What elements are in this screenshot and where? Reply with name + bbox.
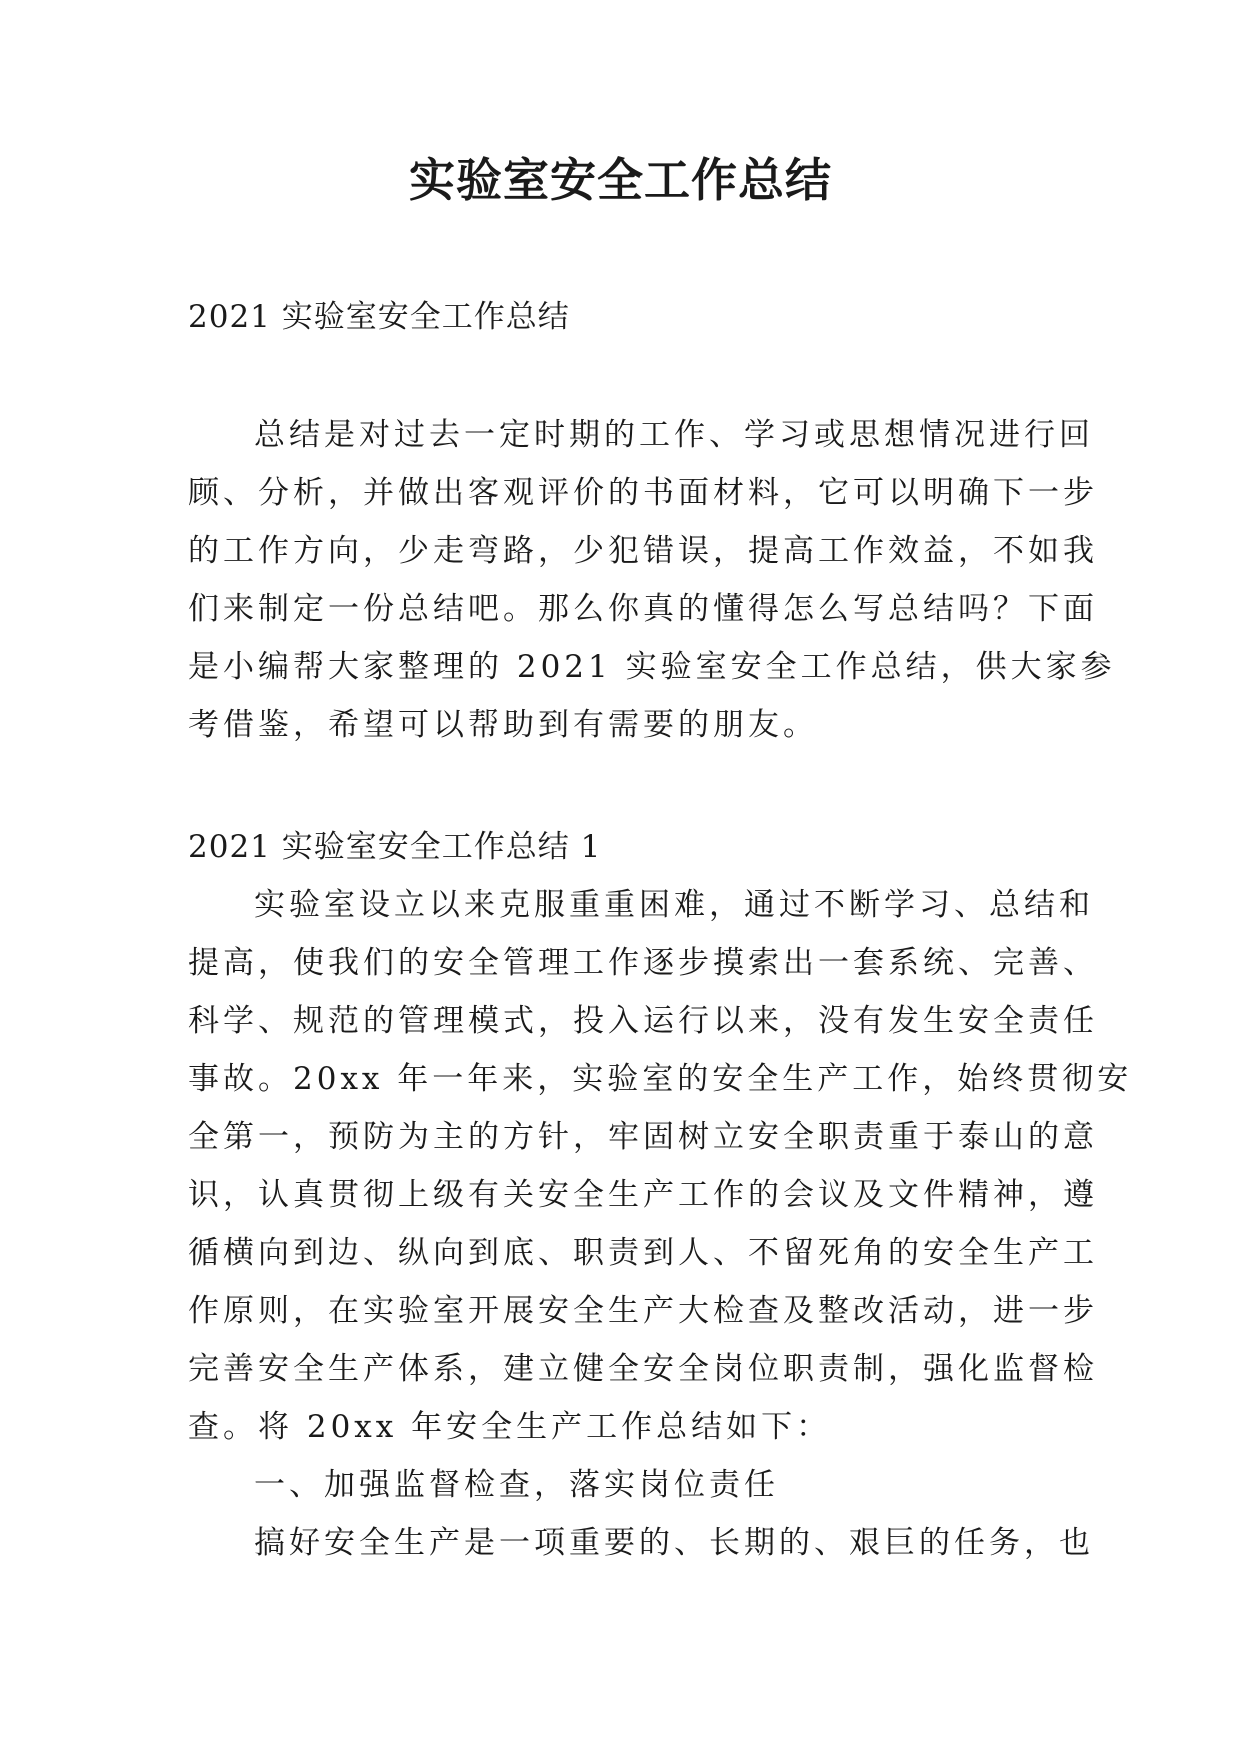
intro-line: 的工作方向，少走弯路，少犯错误，提高工作效益，不如我 [188, 533, 1098, 569]
body-line: 提高，使我们的安全管理工作逐步摸索出一套系统、完善、 [188, 945, 1098, 981]
intro-line: 们来制定一份总结吧。那么你真的懂得怎么写总结吗？下面 [188, 591, 1098, 627]
body-line: 实验室设立以来克服重重困难，通过不断学习、总结和 [254, 887, 1094, 923]
body-line: 作原则，在实验室开展安全生产大检查及整改活动，进一步 [188, 1293, 1098, 1329]
section1-body [188, 876, 1133, 1572]
body-line: 科学、规范的管理模式，投入运行以来，没有发生安全责任 [188, 1003, 1098, 1039]
document-title: 实验室安全工作总结 [409, 153, 832, 207]
intro-line: 考借鉴，希望可以帮助到有需要的朋友。 [188, 707, 818, 743]
body-line: 全第一，预防为主的方针，牢固树立安全职责重于泰山的意 [188, 1119, 1098, 1155]
body-line: 事故。20xx 年一年来，实验室的安全生产工作，始终贯彻安 [188, 1061, 1133, 1097]
body-line: 循横向到边、纵向到底、职责到人、不留死角的安全生产工 [188, 1235, 1098, 1271]
section-heading: 2021 实验室安全工作总结 1 [188, 829, 602, 865]
intro-line: 顾、分析，并做出客观评价的书面材料，它可以明确下一步 [188, 475, 1098, 511]
body-line: 识，认真贯彻上级有关安全生产工作的会议及文件精神，遵 [188, 1177, 1098, 1213]
body-line: 查。将 20xx 年安全生产工作总结如下： [188, 1409, 832, 1445]
body-line: 搞好安全生产是一项重要的、长期的、艰巨的任务，也 [254, 1525, 1094, 1561]
intro-line: 是小编帮大家整理的 2021 实验室安全工作总结，供大家参 [188, 649, 1116, 685]
subsection-heading: 一、加强监督检查，落实岗位责任 [254, 1467, 779, 1503]
intro-paragraph [188, 406, 1116, 754]
body-line: 完善安全生产体系，建立健全安全岗位职责制，强化监督检 [188, 1351, 1098, 1387]
document-subtitle: 2021 实验室安全工作总结 [188, 299, 570, 335]
intro-line: 总结是对过去一定时期的工作、学习或思想情况进行回 [254, 417, 1094, 453]
